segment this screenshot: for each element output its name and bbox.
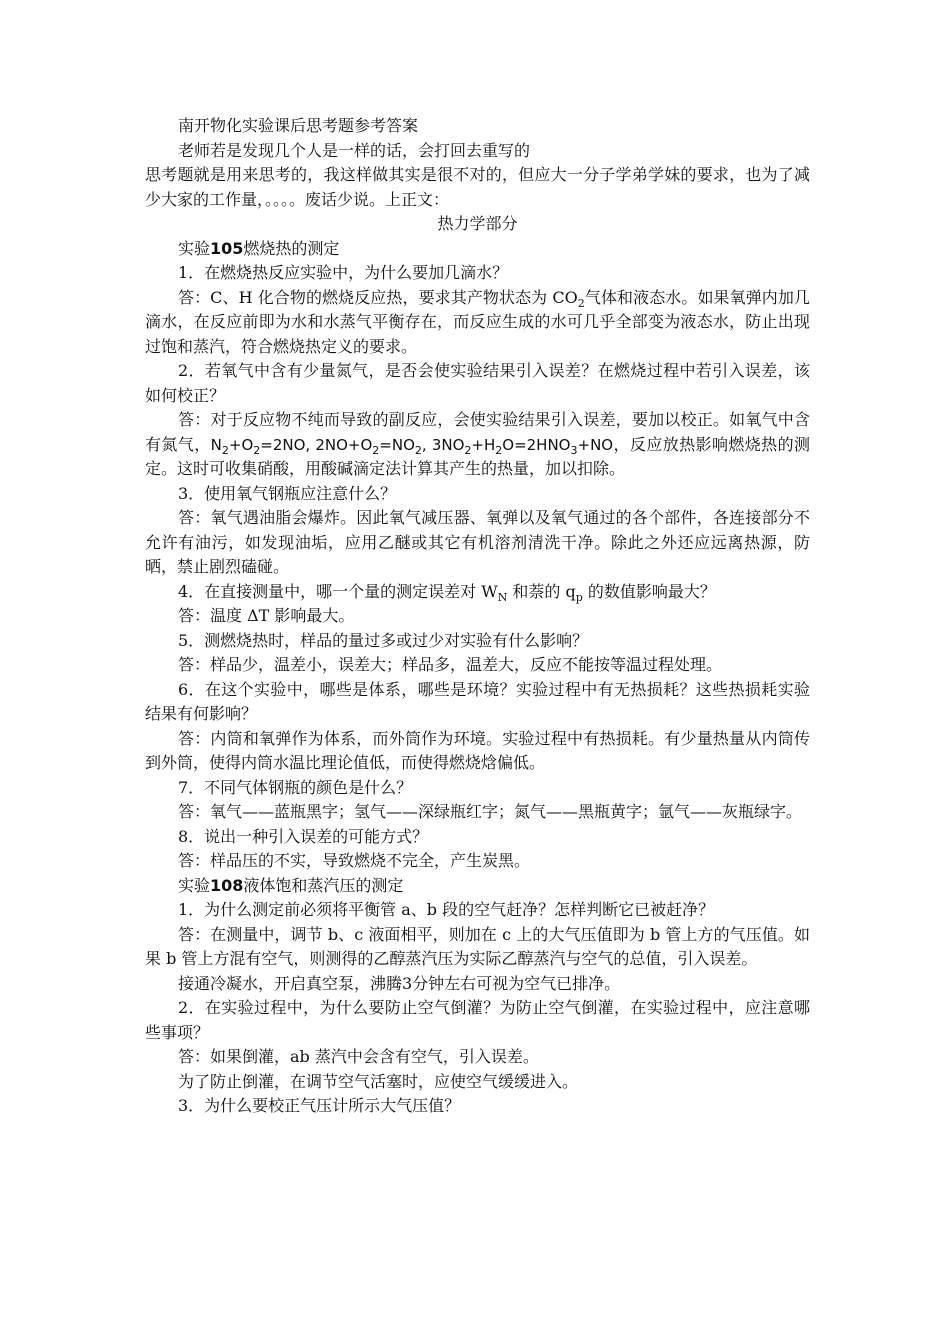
exp105-q5: 5．测燃烧热时，样品的量过多或过少对实验有什么影响？ <box>178 630 589 650</box>
document-page <box>145 114 810 1119</box>
exp105-a7: 答：氧气——蓝瓶黑字；氢气——深绿瓶红字；氮气——黑瓶黄字；氩气——灰瓶绿字。 <box>178 802 803 821</box>
exp105-q7: 7．不同气体钢瓶的颜色是什么？ <box>178 777 413 797</box>
exp105-a2: 答：对于反应物不纯而导致的副反应，会使实验结果引入误差，要加以校正。如氧气中含有氮气，$N_2+O_2=2NO$, $2NO+O_2=NO_2$, $3NO_2+H_2O=2HNO_3+NO$，反应放热影响燃烧热的测定。这时可收集硝酸，用酸碱滴定法计算其产生的热量，加以扣除。 <box>145 410 810 478</box>
exp105-a4: 答：温度 ΔT 影响最大。 <box>178 606 355 625</box>
exp105-heading: 实验105燃烧热的测定 <box>178 238 340 258</box>
exp105-q3: 3．使用氧气钢瓶应注意什么？ <box>178 483 397 503</box>
exp105-q1: 1．在燃烧热反应实验中，为什么要加几滴水？ <box>178 263 509 282</box>
exp108-a1: 答：在测量中，调节 b、c 液面相平，则加在 c 上的大气压值即为 b 管上方的气压值。如果 b 管上方混有空气，则测得的乙醇蒸汽压为实际乙醇蒸汽与空气的总值，引入误差。 <box>145 924 810 968</box>
exp105-q8: 8．说出一种引入误差的可能方式？ <box>178 826 429 846</box>
exp108-q2: 2．在实验过程中，为什么要防止空气倒灌？为防止空气倒灌，在实验过程中，应注意哪些事项？ <box>145 998 810 1042</box>
exp105-q2: 2．若氧气中含有少量氮气，是否会使实验结果引入误差？在燃烧过程中若引入误差，该如何校正？ <box>145 361 810 405</box>
exp108-a2: 答：如果倒灌，ab 蒸汽中会含有空气，引入误差。 <box>178 1047 539 1066</box>
exp105-q6: 6．在这个实验中，哪些是体系，哪些是环境？实验过程中有无热损耗？这些热损耗实验结果有何影响？ <box>145 679 810 723</box>
exp105-a5: 答：样品少，温差小，误差大；样品多，温差大，反应不能按等温过程处理。 <box>178 655 723 674</box>
reaction-equations: $N_2+O_2=2NO$, $2NO+O_2=NO_2$, $3NO_2+H_2O=2HNO_3+NO$ <box>210 435 614 457</box>
exp108-heading: 实验108液体饱和蒸汽压的测定 <box>178 875 404 895</box>
exp108-a2-extra: 为了防止倒灌，在调节空气活塞时，应使空气缓缓进入。 <box>178 1071 579 1091</box>
exp108-q3: 3．为什么要校正气压计所示大气压值？ <box>178 1096 461 1115</box>
document-title: 南开物化实验课后思考题参考答案 <box>178 116 419 135</box>
intro-paragraph: 思考题就是用来思考的，我这样做其实是很不对的，但应大一分子学弟学妹的要求，也为了减少大家的工作量，。。。。废话少说。上正文： <box>145 165 810 209</box>
exp108-a1-extra: 接通冷凝水，开启真空泵，沸腾3分钟左右可视为空气已排净。 <box>178 973 621 993</box>
warning-line: 老师若是发现几个人是一样的话，会打回去重写的 <box>178 140 531 160</box>
exp105-a6: 答：内筒和氧弹作为体系，而外筒作为环境。实验过程中有热损耗。有少量热量从内筒传到外筒，使得内筒水温比理论值低，而使得燃烧焓偏低。 <box>145 728 810 772</box>
section-heading: 热力学部分 <box>437 214 518 233</box>
exp105-a1: 答：C、H 化合物的燃烧反应热，要求其产物状态为 $CO_2$气体和液态水。如果氧弹内加几滴水，在反应前即为水和水蒸气平衡存在，而反应生成的水可几乎全部变为液态水，防止出现过饱和蒸汽，符合燃烧热定义的要求。 <box>145 287 810 356</box>
exp105-q4: 4．在直接测量中，哪一个量的测定误差对 $W_N$ 和萘的 $q_p$ 的数值影响最大？ <box>178 581 716 604</box>
exp105-a8: 答：样品压的不实，导致燃烧不完全，产生炭黑。 <box>178 851 531 870</box>
exp108-q1: 1．为什么测定前必须将平衡管 a、b 段的空气赶净？怎样判断它已被赶净？ <box>178 900 715 919</box>
exp105-a3: 答：氧气遇油脂会爆炸。因此氧气减压器、氧弹以及氧气通过的各个部件，各连接部分不允许有油污，如发现油垢，应用乙醚或其它有机溶剂清洗干净。除此之外还应远离热源，防晒，禁止剧烈磕碰。 <box>145 508 810 576</box>
